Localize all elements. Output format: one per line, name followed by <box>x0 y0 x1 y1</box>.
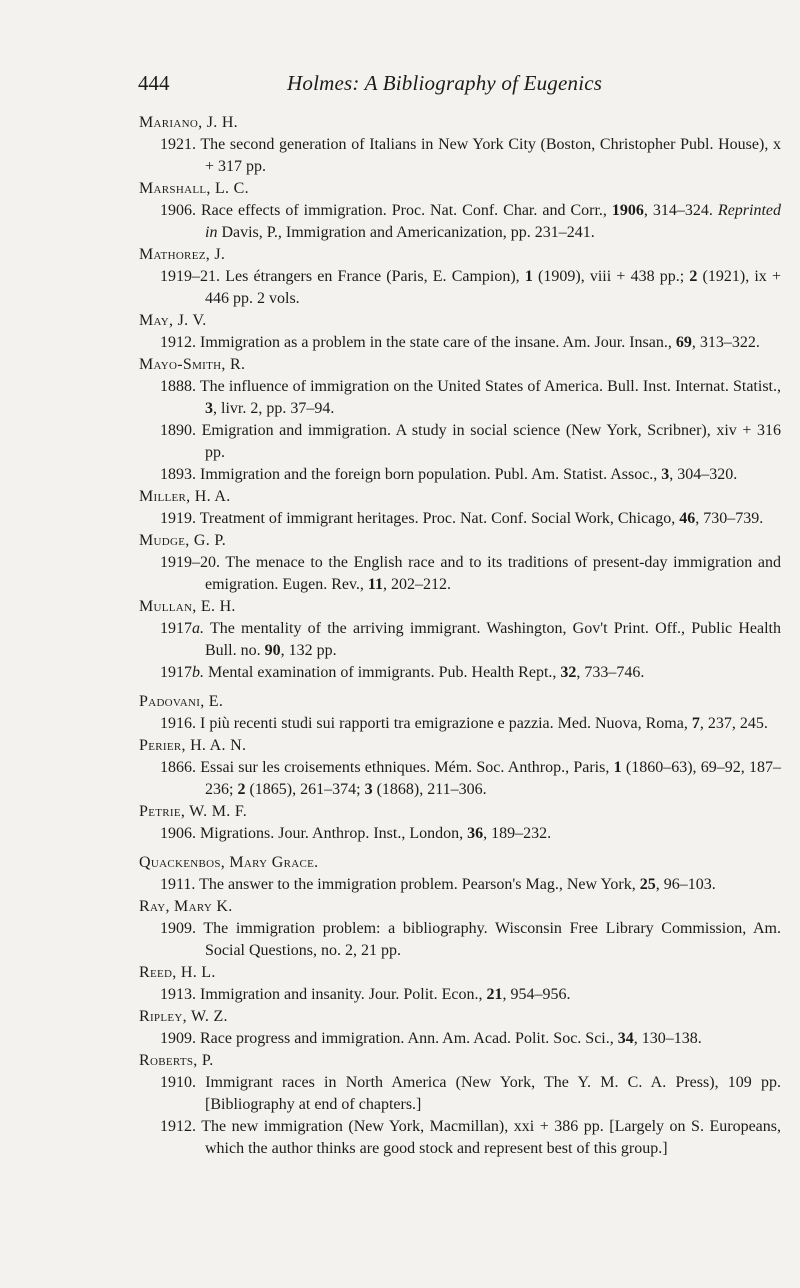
bibliography-list <box>139 112 781 1160</box>
volume-number: 3 <box>205 400 213 417</box>
volume-number: 1906 <box>611 202 644 219</box>
bibliography-entry: 1910. Immigrant races in North America (New York, The Y. M. C. A. Press), 109 pp. [Bibliography at end of chapters.] <box>160 1074 781 1113</box>
author-heading: Ripley, W. Z. <box>139 1008 228 1025</box>
volume-number: 46 <box>679 510 696 527</box>
author-heading: Perier, H. A. N. <box>139 737 247 754</box>
author-heading: Roberts, P. <box>139 1052 214 1069</box>
volume-number: 1 <box>524 268 533 285</box>
entry-year: 1917b. <box>160 664 204 681</box>
author-heading: May, J. V. <box>139 312 207 329</box>
page-number: 444 <box>138 71 170 95</box>
bibliography-entry: 1906. Migrations. Jour. Anthrop. Inst., London, 36, 189–232. <box>160 825 552 842</box>
bibliography-entry: 1909. The immigration problem: a bibliography. Wisconsin Free Library Commission, Am. Social Questions, no. 2, 21 pp. <box>160 920 781 959</box>
entry-year: 1913. <box>160 986 196 1003</box>
author-heading: Reed, H. L. <box>139 964 216 981</box>
author-heading: Ray, Mary K. <box>139 898 233 915</box>
bibliography-entry: 1909. Race progress and immigration. Ann. Am. Acad. Polit. Soc. Sci., 34, 130–138. <box>160 1030 702 1047</box>
entry-year: 1911. <box>160 876 196 893</box>
entry-year: 1917a. <box>160 620 204 637</box>
bibliography-entry: 1866. Essai sur les croisements ethniques. Mém. Soc. Anthrop., Paris, 1 (1860–63), 69–92, 187–236; 2 (1865), 261–374; 3 (1868), 211–306. <box>160 759 782 798</box>
entry-year: 1912. <box>160 1118 196 1135</box>
section-gap <box>139 845 781 852</box>
section-gap <box>139 684 781 691</box>
entry-year: 1888. <box>160 378 196 395</box>
bibliography-entry: 1911. The answer to the immigration problem. Pearson's Mag., New York, 25, 96–103. <box>160 876 716 893</box>
author-heading: Quackenbos, Mary Grace. <box>139 854 319 871</box>
author-heading: Mudge, G. P. <box>139 532 227 549</box>
volume-number: 2 <box>237 781 246 798</box>
entry-year: 1909. <box>160 1030 196 1047</box>
entry-year: 1910. <box>160 1074 196 1091</box>
entry-year: 1890. <box>160 422 196 439</box>
volume-number: 25 <box>639 876 656 893</box>
author-heading: Petrie, W. M. F. <box>139 803 248 820</box>
volume-number: 36 <box>467 825 484 842</box>
bibliography-entry: 1916. I più recenti studi sui rapporti tra emigrazione e pazzia. Med. Nuova, Roma, 7, 237, 245. <box>160 715 768 732</box>
entry-year: 1906. <box>160 202 196 219</box>
bibliography-entry: 1919–20. The menace to the English race and to its traditions of present-day immigration and emigration. Eugen. Rev., 11, 202–212. <box>160 554 781 593</box>
entry-year: 1893. <box>160 466 196 483</box>
bibliography-entry: 1912. Immigration as a problem in the state care of the insane. Am. Jour. Insan., 69, 313–322. <box>160 334 760 351</box>
bibliography-entry: 1906. Race effects of immigration. Proc. Nat. Conf. Char. and Corr., 1906, 314–324. Reprinted in Davis, P., Immigration and Americanization, pp. 231–241. <box>160 202 782 241</box>
volume-number: 69 <box>675 334 692 351</box>
volume-number: 32 <box>560 664 577 681</box>
entry-year: 1916. <box>160 715 196 732</box>
bibliography-entry: 1917b. Mental examination of immigrants. Pub. Health Rept., 32, 733–746. <box>160 664 645 681</box>
bibliography-entry: 1893. Immigration and the foreign born population. Publ. Am. Statist. Assoc., 3, 304–320. <box>160 466 738 483</box>
volume-number: 3 <box>661 466 670 483</box>
running-title: Holmes: A Bibliography of Eugenics <box>287 71 603 95</box>
bibliography-entry: 1919. Treatment of immigrant heritages. Proc. Nat. Conf. Social Work, Chicago, 46, 730–739. <box>160 510 764 527</box>
volume-number: 90 <box>264 642 281 659</box>
volume-number: 34 <box>617 1030 634 1047</box>
author-heading: Padovani, E. <box>139 693 224 710</box>
author-heading: Mayo-Smith, R. <box>139 356 246 373</box>
bibliography-entry: 1921. The second generation of Italians in New York City (Boston, Christopher Publ. House), x + 317 pp. <box>160 136 781 175</box>
italic-note: Reprinted in <box>205 202 782 241</box>
volume-number: 21 <box>486 986 503 1003</box>
running-header <box>138 68 778 98</box>
bibliography-entry: 1913. Immigration and insanity. Jour. Polit. Econ., 21, 954–956. <box>160 986 571 1003</box>
bibliography-entry: 1890. Emigration and immigration. A study in social science (New York, Scribner), xiv + 316 pp. <box>160 422 782 461</box>
entry-year: 1921. <box>160 136 196 153</box>
entry-year: 1866. <box>160 759 196 776</box>
entry-year: 1919–21. <box>160 268 220 285</box>
bibliography-entry: 1919–21. Les étrangers en France (Paris, E. Campion), 1 (1909), viii + 438 pp.; 2 (1921), ix + 446 pp. 2 vols. <box>160 268 782 307</box>
volume-number: 2 <box>689 268 698 285</box>
volume-number: 11 <box>367 576 384 593</box>
bibliography-entry: 1888. The influence of immigration on the United States of America. Bull. Inst. Internat. Statist., 3, livr. 2, pp. 37–94. <box>160 378 781 417</box>
bibliography-entry: 1917a. The mentality of the arriving immigrant. Washington, Gov't Print. Off., Public Health Bull. no. 90, 132 pp. <box>160 620 781 659</box>
volume-number: 1 <box>613 759 622 776</box>
entry-year: 1909. <box>160 920 196 937</box>
author-heading: Marshall, L. C. <box>139 180 249 197</box>
author-heading: Mariano, J. H. <box>139 114 238 131</box>
author-heading: Mullan, E. H. <box>139 598 236 615</box>
author-heading: Mathorez, J. <box>139 246 226 263</box>
bibliography-entry: 1912. The new immigration (New York, Macmillan), xxi + 386 pp. [Largely on S. Europeans, which the author thinks are good stock and represent best of this group.] <box>160 1118 781 1157</box>
author-heading: Miller, H. A. <box>139 488 231 505</box>
entry-year: 1906. <box>160 825 196 842</box>
volume-number: 3 <box>364 781 373 798</box>
volume-number: 7 <box>691 715 700 732</box>
entry-year: 1912. <box>160 334 196 351</box>
entry-year: 1919. <box>160 510 196 527</box>
entry-year: 1919–20. <box>160 554 220 571</box>
